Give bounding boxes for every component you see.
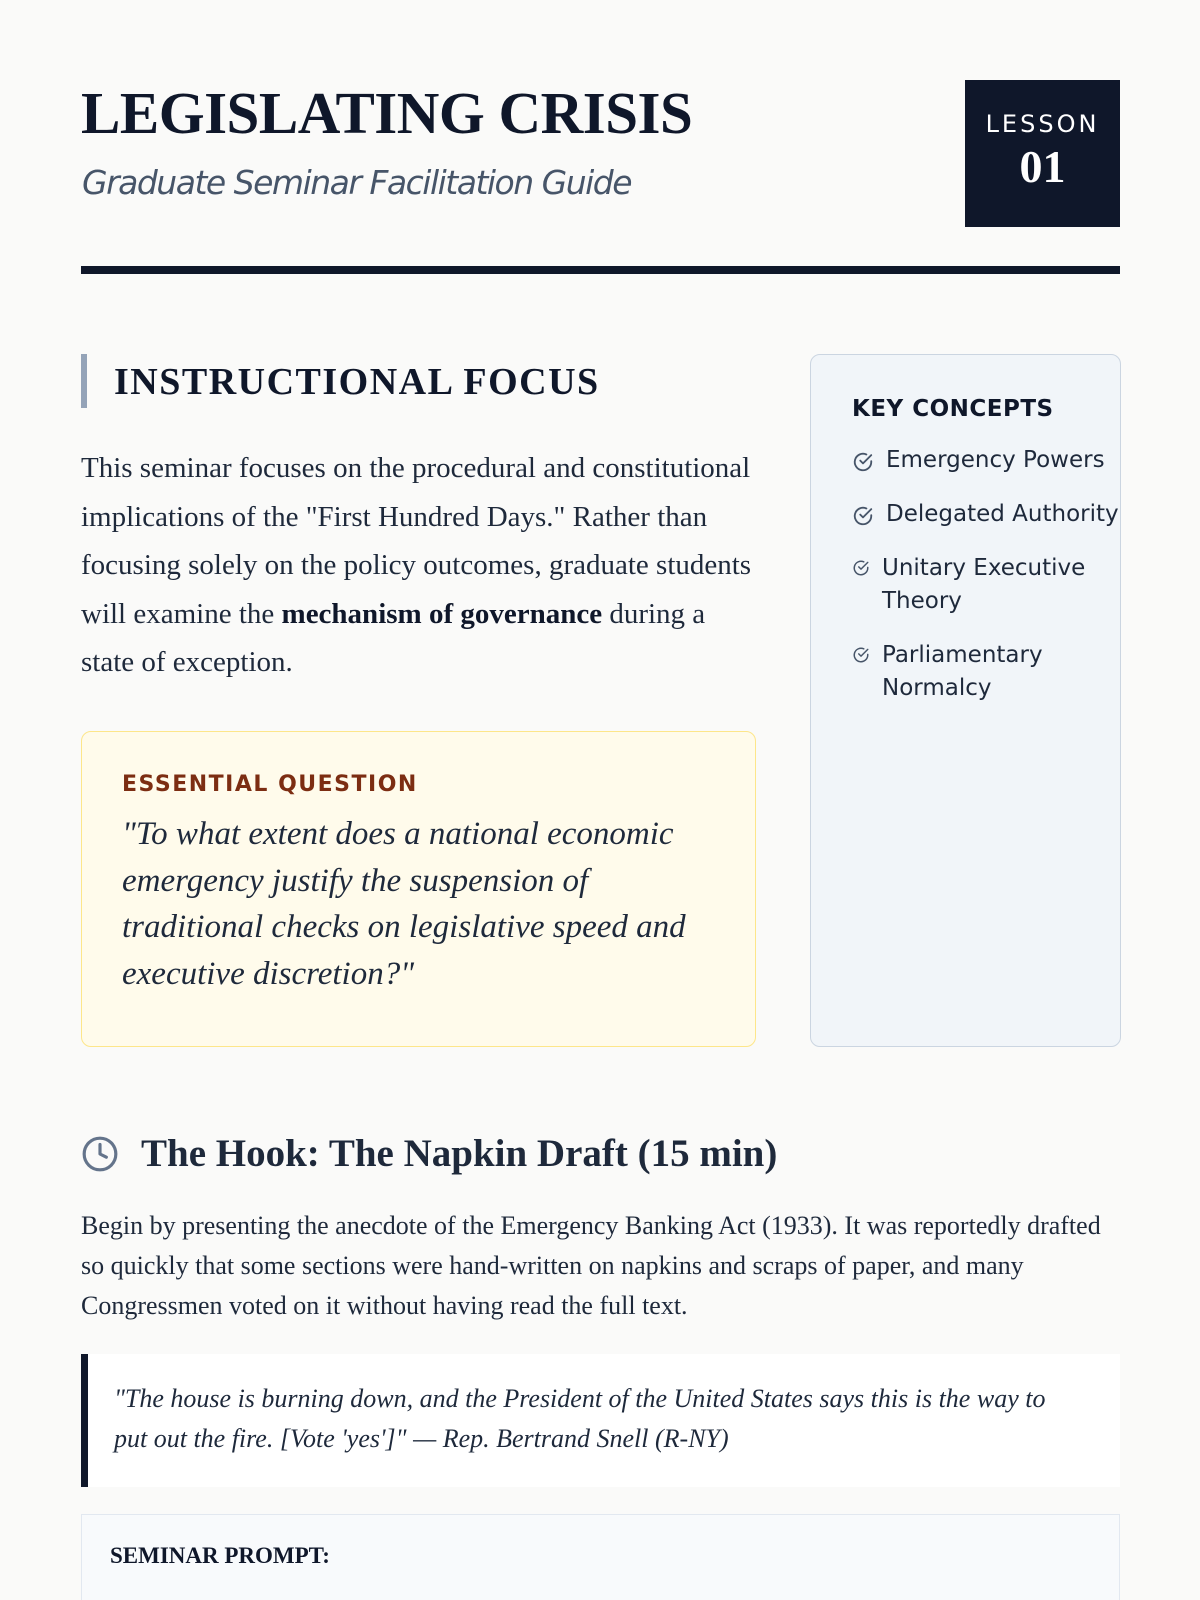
section-accent-bar bbox=[81, 354, 87, 408]
key-concepts-list bbox=[852, 444, 1120, 705]
section-title: INSTRUCTIONAL FOCUS bbox=[114, 361, 600, 403]
page-subtitle: Graduate Seminar Facilitation Guide bbox=[82, 163, 632, 202]
check-circle-icon bbox=[852, 505, 874, 527]
lesson-guide-page bbox=[81, 0, 1120, 1568]
key-concepts-title: KEY CONCEPTS bbox=[852, 396, 1054, 422]
concept-item bbox=[852, 639, 1120, 705]
concept-item bbox=[852, 552, 1120, 618]
lesson-label: LESSON bbox=[985, 110, 1100, 138]
focus-paragraph bbox=[81, 444, 756, 687]
hook-heading bbox=[81, 1131, 1120, 1175]
hook-title: The Hook: The Napkin Draft (15 min) bbox=[141, 1132, 778, 1175]
page-header bbox=[81, 0, 1120, 275]
concept-label: Unitary Executive Theory bbox=[882, 555, 1086, 614]
hook-paragraph: Begin by presenting the anecdote of the Emergency Banking Act (1933). It was reportedly drafted so quickly that some sections were hand-written on napkins and scraps of paper, and many Congressmen voted on it without having read the full text. bbox=[81, 1211, 1101, 1320]
key-concepts-panel bbox=[810, 354, 1121, 1047]
header-divider bbox=[81, 266, 1120, 274]
clock-icon bbox=[81, 1135, 119, 1173]
section-heading bbox=[81, 354, 756, 408]
seminar-prompt-label: SEMINAR PROMPT: bbox=[110, 1543, 330, 1568]
page-title: LEGISLATING CRISIS bbox=[81, 80, 693, 146]
seminar-prompt-box bbox=[81, 1514, 1120, 1600]
focus-text-emphasis: mechanism of governance bbox=[281, 597, 603, 630]
check-circle-icon bbox=[852, 559, 870, 577]
snell-quote: "The house is burning down, and the President of the United States says this is the way to put out the fire. [Vote 'yes']" — Rep. Bertrand Snell (R-NY) bbox=[81, 1354, 1120, 1487]
check-circle-icon bbox=[852, 451, 874, 473]
essential-question-text: "To what extent does a national economic emergency justify the suspension of traditional checks on legislative speed and executive discretion?" bbox=[122, 816, 686, 992]
concept-label: Delegated Authority bbox=[886, 501, 1119, 527]
concept-item bbox=[852, 444, 1120, 477]
essential-question-label: ESSENTIAL QUESTION bbox=[122, 772, 418, 797]
concept-label: Emergency Powers bbox=[886, 447, 1105, 473]
essential-question-box bbox=[81, 731, 756, 1047]
focus-text-end: during a state of exception. bbox=[81, 597, 706, 678]
concept-item bbox=[852, 498, 1120, 531]
instructional-focus-section bbox=[81, 354, 756, 992]
lesson-badge bbox=[965, 80, 1120, 227]
lesson-number: 01 bbox=[1019, 141, 1066, 192]
focus-text-start: This seminar focuses on the procedural and constitutional implications of the "First Hundred Days." Rather than focusing solely on the policy outcomes, graduate students will examine the bbox=[81, 452, 752, 630]
concept-label: Parliamentary Normalcy bbox=[882, 642, 1043, 701]
check-circle-icon bbox=[852, 646, 870, 664]
